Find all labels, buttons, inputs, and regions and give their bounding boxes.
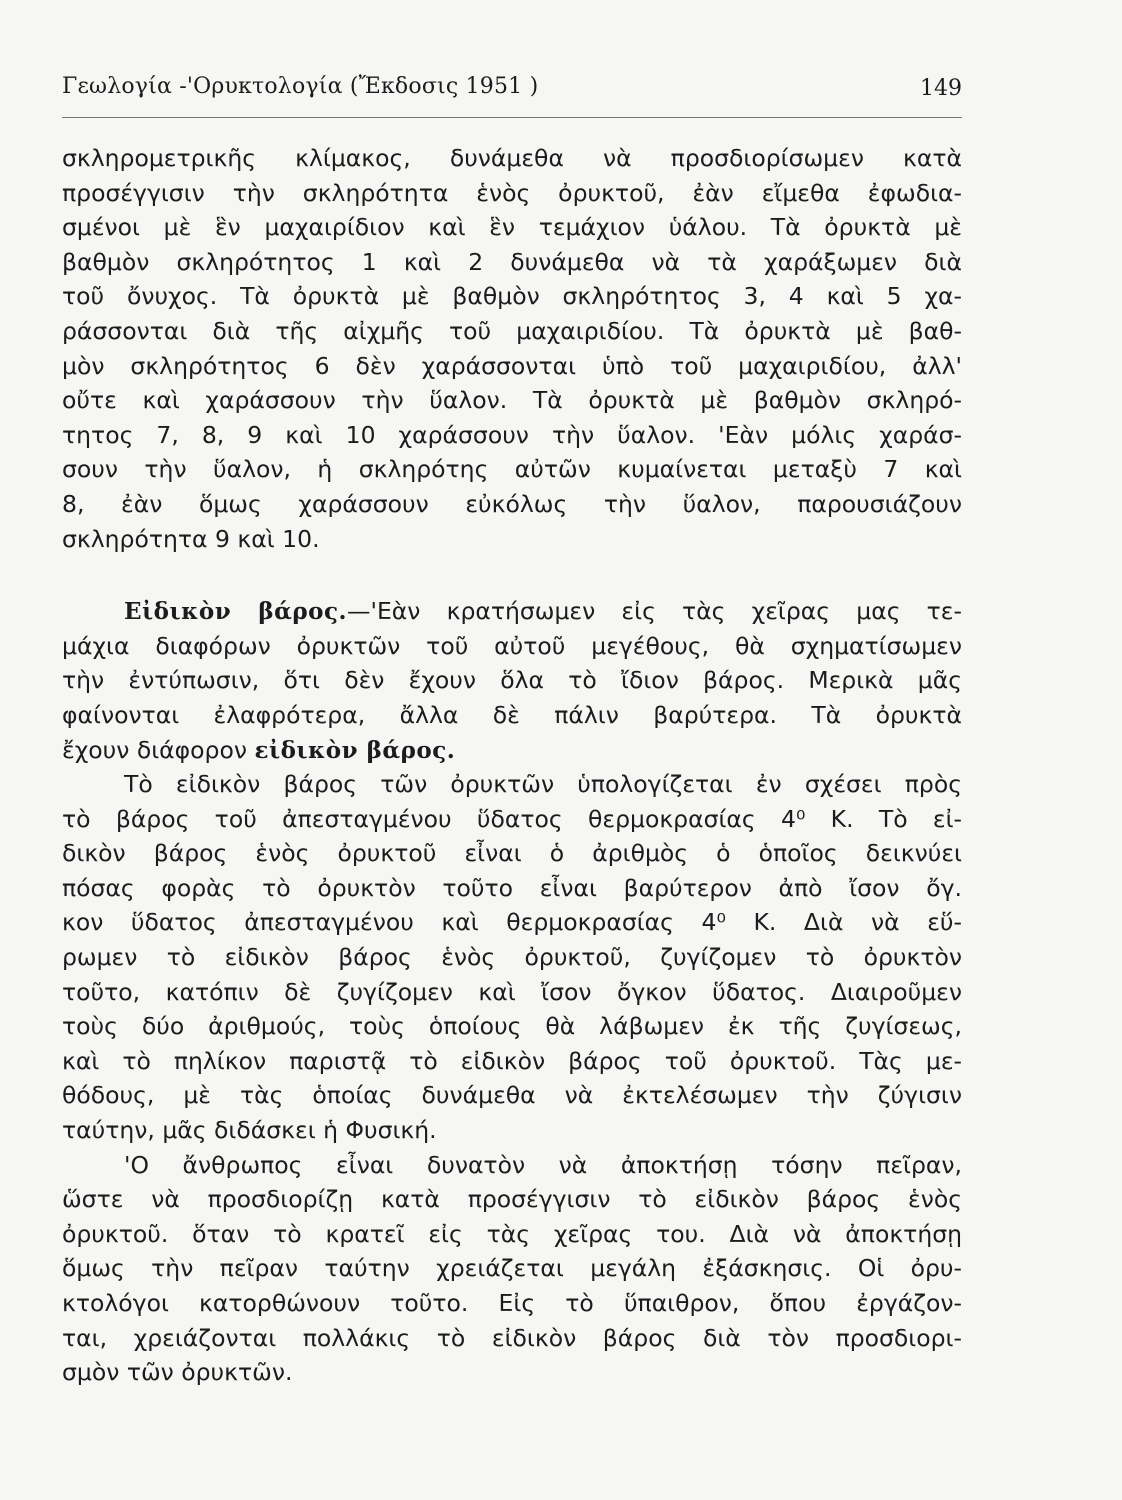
text-line: οὔτε καὶ χαράσσουν τὴν ὕαλον. Τὰ ὀρυκτὰ μὲ βαθμὸν σκληρό-: [62, 386, 962, 415]
text-line: βαθμὸν σκληρότητος 1 καὶ 2 δυνάμεθα νὰ τὰ χαράξωμεν διὰ: [62, 247, 962, 276]
text-line: δικὸν βάρος ἑνὸς ὀρυκτοῦ εἶναι ὁ ἀριθμὸς ὁ ὁποῖος δεικνύει: [62, 839, 962, 868]
paragraph-hardness: [62, 141, 962, 556]
text-line: θόδους, μὲ τὰς ὁποίας δυνάμεθα νὰ ἐκτελέσωμεν τὴν ζύγισιν: [62, 1081, 962, 1110]
page-number: 149: [920, 76, 962, 101]
text-line: 'Ο ἄνθρωπος εἶναι δυνατὸν νὰ ἀποκτήσῃ τόσην πεῖραν,: [124, 1150, 962, 1179]
text-line: φαίνονται ἐλαφρότερα, ἄλλα δὲ πάλιν βαρύτερα. Τὰ ὀρυκτὰ: [62, 700, 962, 729]
header-rule: [62, 117, 962, 118]
section-heading-continuation: —'Εὰν κρατήσωμεν εἰς τὰς χεῖρας μας τε-: [347, 597, 962, 626]
running-title: Γεωλογία -'Ορυκτολογία (Ἔκδοσις 1951 ): [62, 74, 539, 99]
text-line: ρωμεν τὸ εἰδικὸν βάρος ἑνὸς ὀρυκτοῦ, ζυγίζομεν τὸ ὀρυκτὸν: [62, 943, 962, 972]
section-gap: [62, 556, 962, 594]
text-line: [62, 733, 962, 768]
text-line: τὴν ἐντύπωσιν, ὅτι δὲν ἔχουν ὅλα τὸ ἴδιον βάρος. Μερικὰ μᾶς: [62, 666, 962, 695]
text-line: μάχια διαφόρων ὀρυκτῶν τοῦ αὐτοῦ μεγέθους, θὰ σχηματίσωμεν: [62, 631, 962, 660]
text-line: σμὸν τῶν ὀρυκτῶν.: [62, 1358, 293, 1387]
text-line: τητος 7, 8, 9 καὶ 10 χαράσσουν τὴν ὕαλον. 'Εὰν μόλις χαράσ-: [62, 420, 962, 449]
text-line: τοῦ ὄνυχος. Τὰ ὀρυκτὰ μὲ βαθμὸν σκληρότητος 3, 4 καὶ 5 χα-: [62, 282, 962, 311]
text-line: ράσσονται διὰ τῆς αἰχμῆς τοῦ μαχαιριδίου. Τὰ ὀρυκτὰ μὲ βαθ-: [62, 316, 962, 345]
text-line: σουν τὴν ὕαλον, ἡ σκληρότης αὐτῶν κυμαίνεται μεταξὺ 7 καὶ: [62, 455, 962, 484]
text-line: καὶ τὸ πηλίκον παριστᾷ τὸ εἰδικὸν βάρος τοῦ ὀρυκτοῦ. Τὰς με-: [62, 1046, 962, 1075]
text-line: σκληρότητα 9 καὶ 10.: [62, 524, 320, 553]
text-line: Τὸ εἰδικὸν βάρος τῶν ὀρυκτῶν ὑπολογίζεται ἐν σχέσει πρὸς: [124, 770, 962, 799]
text-line: 8, ἐὰν ὅμως χαράσσουν εὐκόλως τὴν ὕαλον, παρουσιάζουν: [62, 489, 962, 518]
text-line: ταύτην, μᾶς διδάσκει ἡ Φυσική.: [62, 1116, 437, 1145]
running-header: [62, 74, 962, 110]
text-line: τὸ βάρος τοῦ ἀπεσταγμένου ὕδατος θερμοκρασίας 4⁰ Κ. Τὸ εἰ-: [62, 804, 962, 833]
text-line: σμένοι μὲ ἓν μαχαιρίδιον καὶ ἓν τεμάχιον ὑάλου. Τὰ ὀρυκτὰ μὲ: [62, 213, 962, 242]
text-line: τοῦτο, κατόπιν δὲ ζυγίζομεν καὶ ἴσον ὄγκον ὕδατος. Διαιροῦμεν: [62, 977, 962, 1006]
closing-bold-term: εἰδικὸν βάρος.: [254, 736, 456, 764]
paragraph-calculation: [62, 767, 962, 1148]
text-line: κτολόγοι κατορθώνουν τοῦτο. Εἰς τὸ ὕπαιθρον, ὅπου ἐργάζον-: [62, 1289, 962, 1317]
text-line: ὥστε νὰ προσδιορίζῃ κατὰ προσέγγισιν τὸ εἰδικὸν βάρος ἑνὸς: [62, 1185, 962, 1214]
closing-prefix: ἔχουν διάφορον: [62, 735, 247, 764]
text-line: μὸν σκληρότητος 6 δὲν χαράσσονται ὑπὸ τοῦ μαχαιριδίου, ἀλλ': [62, 351, 962, 380]
text-line: σκληρομετρικῆς κλίμακος, δυνάμεθα νὰ προσδιορίσωμεν κατὰ: [62, 144, 962, 172]
section-specific-gravity: [62, 594, 962, 767]
text-line: ται, χρειάζονται πολλάκις τὸ εἰδικὸν βάρος διὰ τὸν προσδιορι-: [62, 1323, 962, 1352]
section-first-line: [62, 594, 962, 629]
section-heading: Εἰδικὸν βάρος.: [124, 598, 347, 626]
page-body: [62, 141, 962, 1390]
text-line: τοὺς δύο ἀριθμούς, τοὺς ὁποίους θὰ λάβωμεν ἐκ τῆς ζυγίσεως,: [62, 1012, 962, 1041]
text-line: πόσας φορὰς τὸ ὀρυκτὸν τοῦτο εἶναι βαρύτερον ἀπὸ ἴσον ὄγ.: [62, 873, 962, 902]
text-line: ὀρυκτοῦ. ὅταν τὸ κρατεῖ εἰς τὰς χεῖρας του. Διὰ νὰ ἀποκτήσῃ: [62, 1219, 962, 1248]
text-line: ὅμως τὴν πεῖραν ταύτην χρειάζεται μεγάλη ἐξάσκησις. Οἱ ὀρυ-: [62, 1254, 962, 1283]
text-line: κον ὕδατος ἀπεσταγμένου καὶ θερμοκρασίας 4⁰ Κ. Διὰ νὰ εὕ-: [62, 908, 962, 937]
text-line: προσέγγισιν τὴν σκληρότητα ἑνὸς ὀρυκτοῦ, ἐὰν εἴμεθα ἐφωδια-: [62, 178, 962, 207]
paragraph-experience: [62, 1148, 962, 1390]
